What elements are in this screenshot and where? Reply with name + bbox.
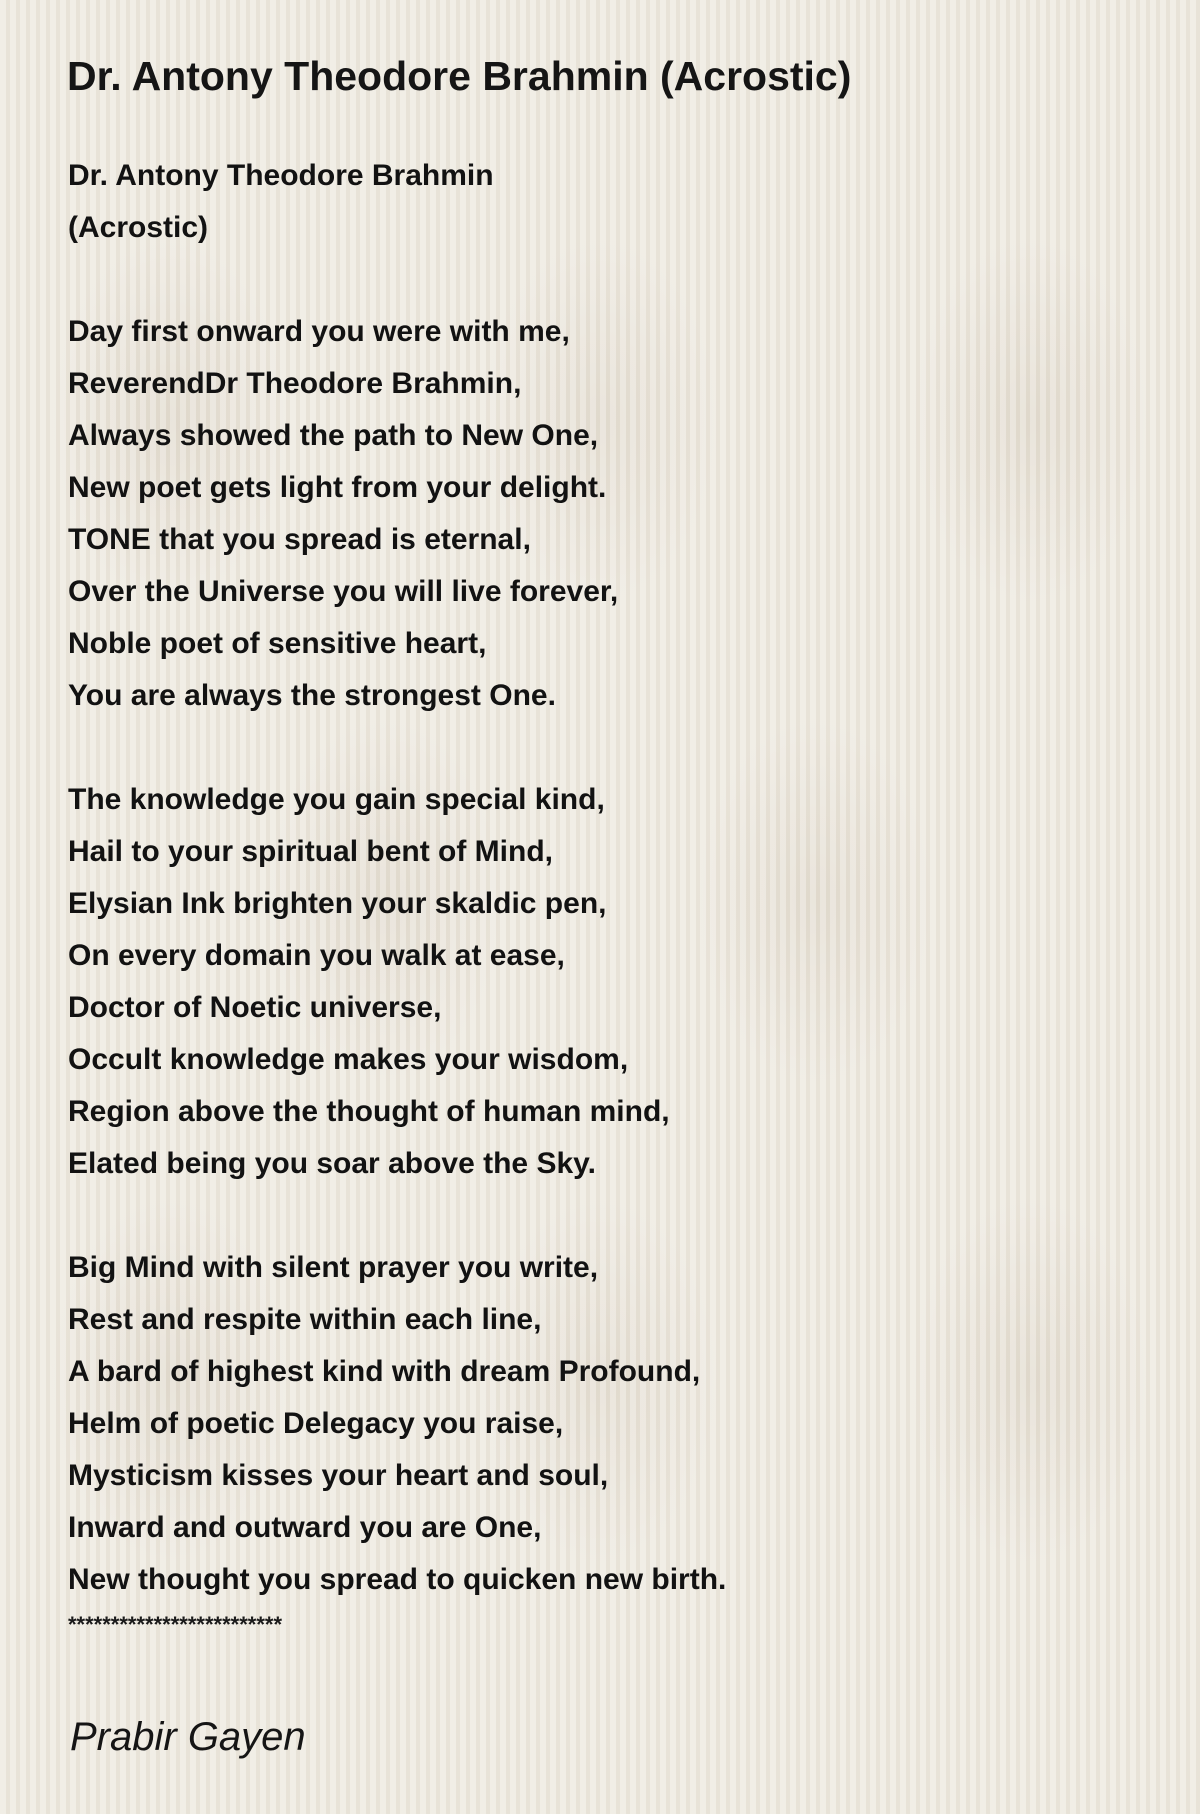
poem-line: Occult knowledge makes your wisdom, xyxy=(68,1043,629,1076)
poem-line: Noble poet of sensitive heart, xyxy=(68,627,487,660)
poem-line: New poet gets light from your delight. xyxy=(68,471,607,504)
author-name: Prabir Gayen xyxy=(70,1715,306,1759)
poem-separator: ************************* xyxy=(68,1612,283,1637)
stanza-break xyxy=(68,1190,1148,1242)
poem-line: Elysian Ink brighten your skaldic pen, xyxy=(68,887,607,920)
poem-heading-line: (Acrostic) xyxy=(68,211,209,244)
poem-heading-line: Dr. Antony Theodore Brahmin xyxy=(68,159,494,192)
poem-line: TONE that you spread is eternal, xyxy=(68,523,531,556)
poem-line: New thought you spread to quicken new birth. xyxy=(68,1563,727,1596)
poem-line: Over the Universe you will live forever, xyxy=(68,575,619,608)
poem-line: Rest and respite within each line, xyxy=(68,1303,542,1336)
poem-line: You are always the strongest One. xyxy=(68,679,556,712)
poem-line: Mysticism kisses your heart and soul, xyxy=(68,1459,609,1492)
poem-line: Day first onward you were with me, xyxy=(68,315,570,348)
stanza-break xyxy=(68,722,1148,774)
poem-line: On every domain you walk at ease, xyxy=(68,939,565,972)
poem-line: A bard of highest kind with dream Profound, xyxy=(68,1355,701,1388)
poem-line: Doctor of Noetic universe, xyxy=(68,991,442,1024)
poem-line: Big Mind with silent prayer you write, xyxy=(68,1251,599,1284)
poem-line: Inward and outward you are One, xyxy=(68,1511,542,1544)
poem-line: Region above the thought of human mind, xyxy=(68,1095,670,1128)
poem-line: Helm of poetic Delegacy you raise, xyxy=(68,1407,564,1440)
poem-line: The knowledge you gain special kind, xyxy=(68,783,605,816)
poem-line: Hail to your spiritual bent of Mind, xyxy=(68,835,553,868)
poem-title: Dr. Antony Theodore Brahmin (Acrostic) xyxy=(67,53,852,99)
poem-body xyxy=(68,150,1148,1640)
stanza-break xyxy=(68,254,1148,306)
poem-line: ReverendDr Theodore Brahmin, xyxy=(68,367,522,400)
poem-line: Always showed the path to New One, xyxy=(68,419,599,452)
poem-line: Elated being you soar above the Sky. xyxy=(68,1147,596,1180)
